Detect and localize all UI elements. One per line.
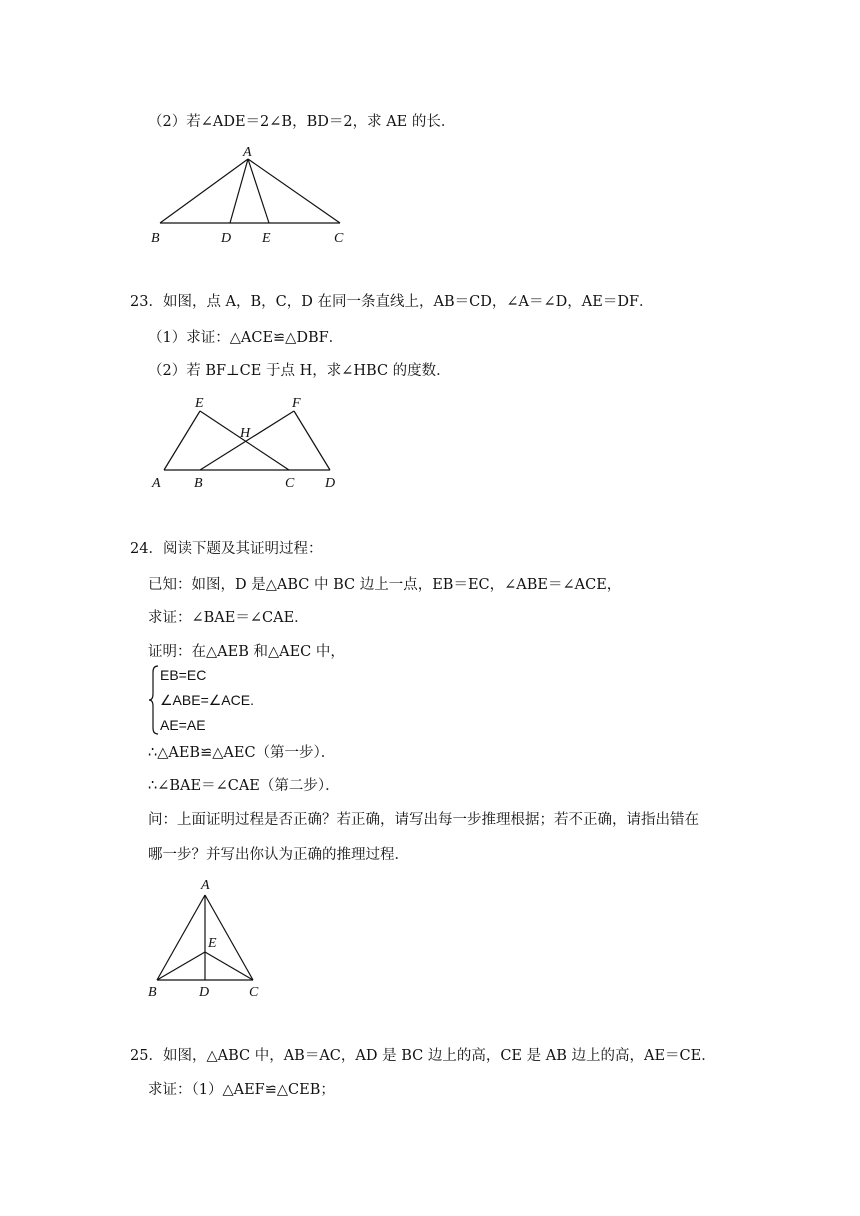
q22-label-B: B: [151, 231, 160, 246]
q23-label-A: A: [152, 476, 161, 491]
q23-seg-AE: [164, 411, 200, 470]
q22-label-A: A: [243, 145, 252, 160]
q24-equation-system: [148, 664, 288, 736]
q24-prove: 求证：∠BAE＝∠CAE．: [148, 610, 309, 626]
q24-system-row-3: AE=AE: [160, 717, 206, 733]
q23-figure: [150, 393, 350, 493]
q24-label-D: D: [199, 985, 210, 1000]
q24-step2: ∴∠BAE＝∠CAE（第二步）．: [148, 778, 340, 794]
q23-label-C: C: [285, 476, 295, 491]
q22-part2-text: （2）若∠ADE＝2∠B，BD＝2，求 AE 的长．: [148, 114, 456, 130]
q24-seg-AB: [157, 895, 205, 980]
q24-seg-BE: [157, 952, 205, 980]
q22-label-C: C: [334, 231, 344, 246]
q24-question-line2: 哪一步？并写出你认为正确的推理过程．: [148, 847, 409, 863]
q24-seg-CE: [205, 952, 253, 980]
q23-label-D: D: [325, 476, 336, 491]
q24-proof-intro: 证明：在△AEB 和△AEC 中，: [148, 644, 345, 660]
q22-label-D: D: [221, 231, 232, 246]
q25-stem: 25．如图，△ABC 中，AB＝AC，AD 是 BC 边上的高，CE 是 AB 边上的高，AE＝CE．: [130, 1048, 716, 1064]
q23-label-E: E: [195, 396, 204, 411]
q24-label-E: E: [208, 936, 217, 951]
q22-label-E: E: [262, 231, 271, 246]
q24-given: 已知：如图，D 是△ABC 中 BC 边上一点，EB＝EC，∠ABE＝∠ACE，: [148, 577, 622, 593]
q22-seg-AB: [160, 159, 248, 223]
q23-seg-DF: [294, 411, 330, 470]
q24-step1: ∴△AEB≌△AEC（第一步）．: [148, 745, 336, 761]
q24-label-B: B: [148, 985, 157, 1000]
q24-system-row-1: EB=EC: [160, 667, 207, 683]
q22-seg-AD: [230, 159, 248, 223]
q23-label-F: F: [292, 396, 301, 411]
q24-label-C: C: [249, 985, 259, 1000]
q24-system-row-2: ∠ABE=∠ACE.: [160, 692, 254, 708]
q22-figure: [150, 143, 370, 247]
q23-part2: （2）若 BF⊥CE 于点 H，求∠HBC 的度数．: [148, 363, 451, 379]
q24-figure: [145, 875, 275, 1003]
q24-label-A: A: [201, 878, 210, 893]
q23-label-H: H: [240, 426, 251, 441]
q22-seg-AE: [248, 159, 269, 223]
q24-question-line1: 问：上面证明过程是否正确？若正确，请写出每一步推理根据；若不正确，请指出错在: [148, 812, 699, 828]
q24-stem: 24．阅读下题及其证明过程：: [130, 541, 323, 557]
q22-seg-AC: [248, 159, 340, 223]
brace-icon: [148, 664, 160, 736]
q23-stem: 23．如图，点 A，B，C，D 在同一条直线上，AB＝CD，∠A＝∠D，AE＝DF．: [130, 294, 654, 310]
q23-part1: （1）求证：△ACE≌△DBF．: [148, 330, 344, 346]
q23-label-B: B: [194, 476, 203, 491]
q25-part1: 求证：（1）△AEF≌△CEB；: [148, 1082, 335, 1098]
